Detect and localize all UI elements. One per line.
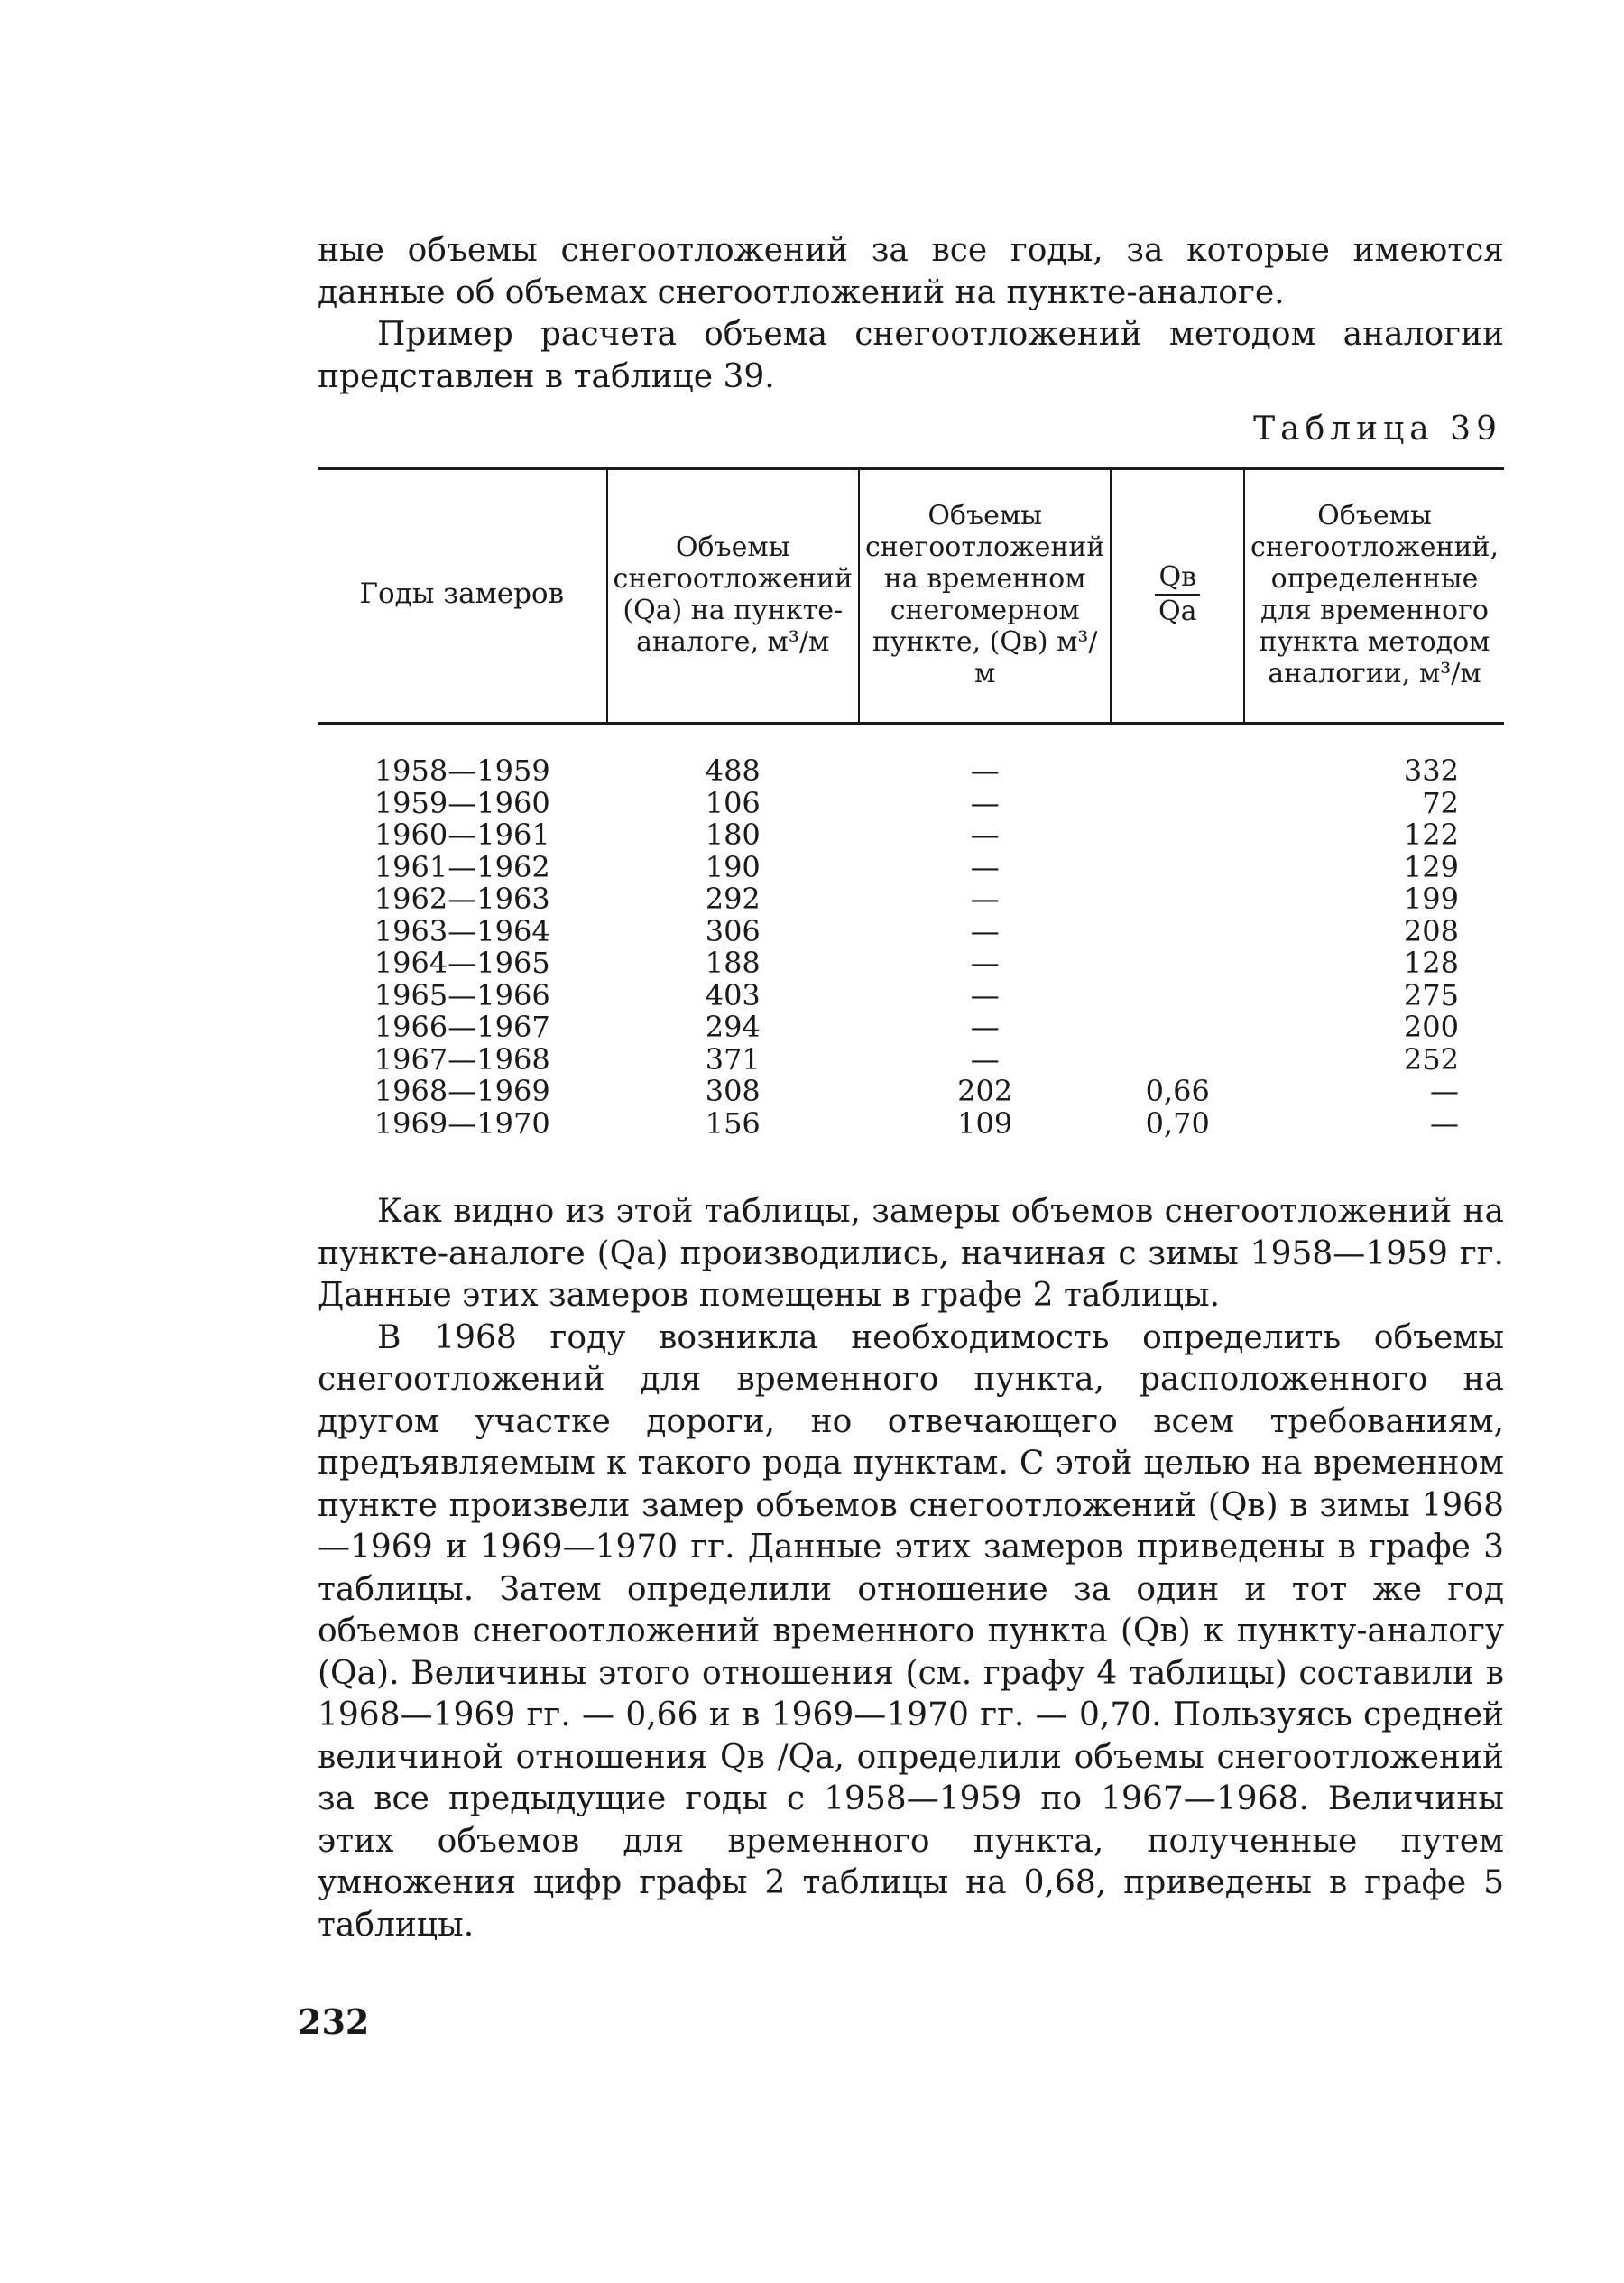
cell-ratio — [1111, 788, 1244, 820]
table-row — [318, 916, 1504, 948]
cell-ratio — [1111, 852, 1244, 884]
table-row — [318, 1108, 1504, 1141]
table-row — [318, 980, 1504, 1012]
intro-text — [318, 230, 1504, 398]
cell-ratio — [1111, 947, 1244, 980]
cell-years: 1963—1964 — [374, 913, 550, 948]
cell-method: 129 — [1403, 849, 1459, 884]
cell-years: 1968—1969 — [374, 1074, 550, 1108]
cell-method: 332 — [1403, 753, 1459, 788]
ratio-fraction — [1155, 561, 1199, 628]
cell-method: 208 — [1403, 913, 1459, 948]
cell-temp: — — [970, 753, 1000, 788]
cell-years: 1961—1962 — [374, 849, 550, 884]
table-caption: Таблица 39 — [1253, 411, 1502, 448]
cell-method: 128 — [1403, 946, 1459, 980]
cell-years: 1958—1959 — [374, 753, 550, 788]
table-row — [318, 755, 1504, 788]
body-paragraph-1: Как видно из этой таблицы, замеры объемов снегоотложений на пункте-аналоге (Qa) производились, начиная с зимы 1958—1959 гг. Данные этих замеров помещены в графе 2 таблицы. — [318, 1193, 1504, 1314]
cell-analog: 180 — [705, 818, 761, 852]
cell-ratio — [1111, 883, 1244, 916]
cell-analog: 306 — [705, 913, 761, 948]
cell-method: 252 — [1403, 1041, 1459, 1077]
snow-volume-table — [318, 467, 1504, 1140]
cell-years: 1962—1963 — [374, 882, 550, 916]
cell-ratio — [1111, 980, 1244, 1012]
intro-paragraph-1: ные объемы снегоотложений за все годы, за которые имеются данные об объемах снегоотложений на пункте-аналоге. — [318, 232, 1504, 311]
cell-ratio — [1111, 819, 1244, 852]
cell-years: 1965—1966 — [374, 977, 550, 1012]
cell-temp: — — [970, 977, 1000, 1012]
cell-years: 1967—1968 — [374, 1041, 550, 1077]
cell-temp: 202 — [957, 1074, 1013, 1108]
cell-analog: 403 — [705, 977, 761, 1012]
cell-temp: — — [970, 818, 1000, 852]
cell-temp: — — [970, 1010, 1000, 1044]
cell-ratio: 0,70 — [1145, 1105, 1210, 1141]
cell-ratio — [1111, 916, 1244, 948]
cell-method: 200 — [1403, 1010, 1459, 1044]
body-text — [318, 1191, 1504, 1946]
cell-analog: 188 — [705, 946, 761, 980]
cell-method: — — [1430, 1074, 1459, 1108]
cell-analog: 156 — [705, 1105, 761, 1141]
cell-method: 72 — [1422, 785, 1459, 820]
table-row — [318, 1044, 1504, 1077]
cell-temp: — — [970, 849, 1000, 884]
intro-paragraph-2: Пример расчета объема снегоотложений методом аналогии представлен в таблице 39. — [318, 316, 1504, 395]
table-spacer — [318, 724, 1504, 756]
cell-temp: — — [970, 882, 1000, 916]
cell-years: 1969—1970 — [374, 1105, 550, 1141]
cell-temp: 109 — [957, 1105, 1013, 1141]
cell-years: 1959—1960 — [374, 785, 550, 820]
cell-analog: 190 — [705, 849, 761, 884]
cell-temp: — — [970, 1041, 1000, 1077]
cell-years: 1966—1967 — [374, 1010, 550, 1044]
table-body — [318, 724, 1504, 1141]
table-header-row — [318, 469, 1504, 724]
ratio-denominator: Qa — [1158, 595, 1197, 627]
cell-ratio: 0,66 — [1145, 1074, 1210, 1108]
cell-method: 275 — [1403, 977, 1459, 1012]
cell-years: 1964—1965 — [374, 946, 550, 980]
cell-analog: 371 — [705, 1041, 761, 1077]
cell-temp: — — [970, 946, 1000, 980]
cell-analog: 488 — [705, 753, 761, 788]
header-method: Объемы снегоотложений, определенные для временного пункта методом аналогии, м³/м — [1244, 469, 1504, 724]
header-analog: Объемы снегоотложений (Qa) на пункте-аналоге, м³/м — [607, 469, 859, 724]
table-row — [318, 1012, 1504, 1044]
ratio-numerator: Qв — [1155, 561, 1199, 596]
cell-ratio — [1111, 1012, 1244, 1044]
cell-temp: — — [970, 913, 1000, 948]
table-row — [318, 1076, 1504, 1108]
cell-ratio — [1111, 1044, 1244, 1077]
cell-years: 1960—1961 — [374, 818, 550, 852]
table-row — [318, 819, 1504, 852]
header-years: Годы замеров — [318, 469, 607, 724]
cell-ratio — [1111, 755, 1244, 788]
table-row — [318, 947, 1504, 980]
cell-method: — — [1430, 1105, 1459, 1141]
table-row — [318, 788, 1504, 820]
header-temp: Объемы снегоотложений на временном снегомерном пункте, (Qв) м³/м — [859, 469, 1111, 724]
cell-analog: 106 — [705, 785, 761, 820]
cell-analog: 292 — [705, 882, 761, 916]
cell-method: 199 — [1403, 882, 1459, 916]
table-row — [318, 852, 1504, 884]
cell-analog: 294 — [705, 1010, 761, 1044]
header-ratio — [1111, 469, 1244, 724]
page-number: 232 — [298, 2001, 370, 2042]
body-paragraph-2: В 1968 году возникла необходимость определить объемы снегоотложений для временного пункта, расположенного на другом участке дороги, но отвечающего всем требованиям, предъявляемым к такого рода пунктам. С этой целью на временном пункте произвели замер объемов снегоотложений (Qв) в зимы 1968—1969 и 1969—1970 гг. Данные этих замеров приведены в графе 3 таблицы. Затем определили отношение за один и тот же год объемов снегоотложений временного пункта (Qв) к пункту-аналогу (Qa). Величины этого отношения (см. графу 4 таблицы) составили в 1968—1969 гг. — 0,66 и в 1969—1970 гг. — 0,70. Пользуясь средней величиной отношения Qв /Qa, определили объемы снегоотложений за все предыдущие годы с 1958—1959 по 1967—1968. Величины этих объемов для временного пункта, полученные путем умножения цифр графы 2 таблицы на 0,68, приведены в графе 5 таблицы. — [318, 1318, 1504, 1944]
cell-analog: 308 — [705, 1074, 761, 1108]
cell-method: 122 — [1403, 818, 1459, 852]
cell-temp: — — [970, 785, 1000, 820]
table-row — [318, 883, 1504, 916]
